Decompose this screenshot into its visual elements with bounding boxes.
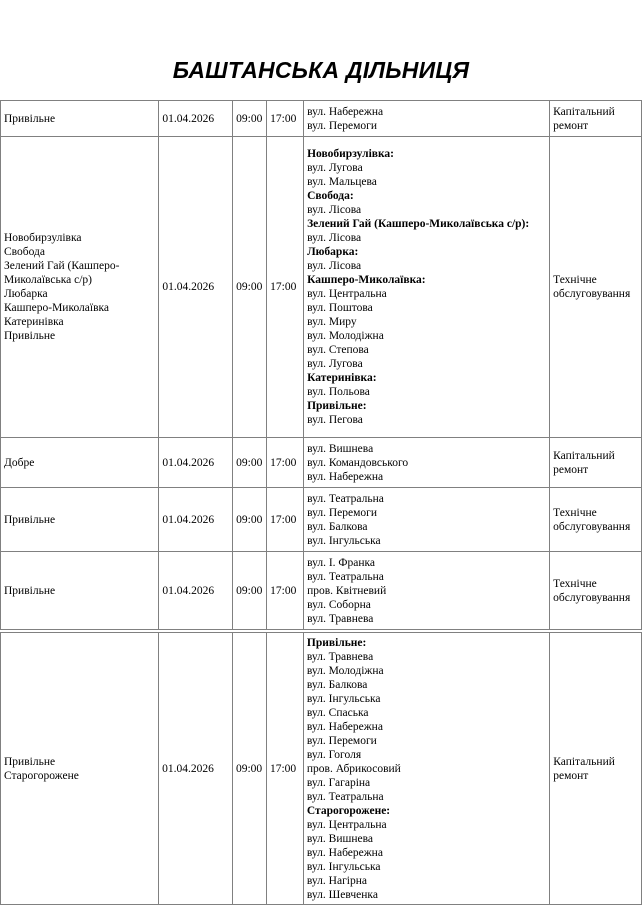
street-item: вул. Соборна — [307, 598, 371, 611]
street-item: вул. Молодіжна — [307, 330, 384, 342]
work-type-cell — [550, 137, 642, 438]
street-item: вул. Миру — [307, 316, 357, 328]
street-item: вул. Травнева — [307, 612, 374, 625]
date-cell: 01.04.2026 — [159, 633, 233, 905]
locality-name: Привільне — [4, 513, 56, 526]
streets-cell — [304, 137, 550, 438]
table-body-top — [1, 101, 642, 630]
street-item: вул. Польова — [307, 386, 370, 398]
work-type-line: обслуговування — [553, 520, 631, 533]
date-cell: 01.04.2026 — [159, 101, 233, 137]
start-time-cell: 09:00 — [232, 633, 266, 905]
work-type-line: обслуговування — [553, 288, 631, 300]
end-time-cell: 17:00 — [267, 552, 304, 630]
date-cell: 01.04.2026 — [159, 552, 233, 630]
street-item: вул. Молодіжна — [306, 664, 384, 677]
street-item: вул. Вишнева — [306, 832, 373, 845]
street-item: вул. Поштова — [307, 302, 373, 314]
street-item: вул. Перемоги — [306, 734, 377, 747]
street-item: вул. Лугова — [307, 358, 363, 370]
locality-cell — [1, 633, 159, 905]
street-item: вул. Театральна — [306, 790, 384, 803]
street-item: вул. Степова — [307, 344, 369, 356]
street-item: вул. І. Франка — [307, 556, 376, 569]
locality-name: Добре — [4, 456, 35, 469]
streets-cell — [304, 438, 550, 488]
work-type-line: Технічне — [553, 274, 597, 286]
locality-name: Катеринівка — [4, 316, 64, 328]
street-item: вул. Шевченка — [306, 888, 378, 901]
end-time-cell: 17:00 — [267, 137, 304, 438]
street-item: вул. Перемоги — [307, 119, 378, 132]
street-item: вул. Центральна — [307, 288, 387, 300]
street-group-heading: Новобирзулівка: — [307, 148, 395, 160]
table-body-bottom — [1, 633, 642, 905]
street-item: пров. Квітневий — [307, 584, 387, 597]
streets-cell — [304, 552, 550, 630]
street-item: вул. Набережна — [307, 470, 384, 483]
street-item: вул. Вишнева — [307, 442, 374, 455]
table-row — [1, 137, 642, 438]
locality-name: Новобирзулівка — [4, 232, 82, 244]
start-time-cell: 09:00 — [233, 137, 267, 438]
street-item: вул. Командовського — [307, 456, 409, 469]
street-item: вул. Лісова — [307, 204, 362, 216]
streets-cell — [303, 633, 549, 905]
locality-cell — [1, 488, 159, 552]
street-group-heading: Старогорожене: — [306, 804, 391, 817]
locality-name: Свобода — [4, 246, 45, 258]
work-type-cell — [550, 438, 642, 488]
locality-name: Привільне — [4, 112, 56, 125]
street-item: вул. Театральна — [307, 570, 384, 583]
streets-cell — [304, 488, 550, 552]
work-type-line: ремонт — [553, 119, 589, 132]
street-item: вул. Травнева — [306, 650, 374, 663]
street-group-heading: Зелений Гай (Кашперо-Миколаївська с/р): — [307, 218, 530, 230]
locality-name: Любарка — [4, 288, 48, 300]
street-group-heading: Кашперо-Миколаївка: — [307, 274, 426, 286]
start-time-cell: 09:00 — [233, 101, 267, 137]
street-item: вул. Набережна — [307, 105, 384, 118]
locality-name: Миколаївська с/р) — [4, 274, 93, 286]
street-group-heading: Привільне: — [307, 400, 367, 412]
work-type-line: Технічне — [553, 577, 597, 590]
end-time-cell: 17:00 — [267, 438, 304, 488]
schedule-table-top — [0, 100, 642, 630]
date-cell: 01.04.2026 — [159, 137, 233, 438]
street-item: вул. Лугова — [307, 162, 363, 174]
locality-cell — [1, 438, 159, 488]
end-time-cell: 17:00 — [267, 488, 304, 552]
schedule-table-bottom — [0, 632, 642, 905]
table-row — [1, 552, 642, 630]
work-type-line: ремонт — [553, 769, 589, 782]
street-item: вул. Пегова — [307, 414, 363, 426]
street-item: вул. Перемоги — [307, 506, 378, 519]
streets-cell — [304, 101, 550, 137]
date-cell: 01.04.2026 — [159, 488, 233, 552]
work-type-line: обслуговування — [553, 591, 631, 604]
street-item: вул. Гоголя — [306, 748, 362, 761]
locality-name: Привільне — [4, 755, 56, 768]
locality-name: Привільне — [4, 584, 56, 597]
work-type-cell — [550, 101, 642, 137]
street-item: вул. Набережна — [306, 846, 383, 859]
end-time-cell: 17:00 — [266, 633, 303, 905]
locality-name: Зелений Гай (Кашперо- — [4, 260, 120, 272]
street-item: вул. Інгульська — [306, 860, 381, 873]
street-item: вул. Нагірна — [306, 874, 367, 887]
street-item: вул. Балкова — [307, 520, 368, 533]
street-group-heading: Свобода: — [307, 190, 354, 202]
work-type-cell — [550, 488, 642, 552]
locality-cell — [1, 137, 159, 438]
date-cell: 01.04.2026 — [159, 438, 233, 488]
locality-name: Кашперо-Миколаївка — [4, 302, 110, 314]
locality-name: Старогорожене — [4, 769, 79, 782]
street-group-heading: Привільне: — [306, 636, 367, 649]
street-item: вул. Мальцева — [307, 176, 377, 188]
work-type-cell — [550, 552, 642, 630]
start-time-cell: 09:00 — [233, 438, 267, 488]
street-item: вул. Набережна — [306, 720, 383, 733]
work-type-line: Капітальний — [553, 105, 615, 118]
street-item: вул. Лісова — [307, 232, 362, 244]
table-row — [1, 438, 642, 488]
street-item: вул. Гагаріна — [306, 776, 371, 789]
street-item: вул. Інгульська — [307, 534, 381, 547]
street-item: вул. Лісова — [307, 260, 362, 272]
street-group-heading: Любарка: — [307, 246, 359, 258]
street-item: вул. Театральна — [307, 492, 384, 505]
locality-name: Привільне — [4, 330, 56, 342]
table-row — [1, 633, 642, 905]
table-row — [1, 488, 642, 552]
street-item: вул. Інгульська — [306, 692, 381, 705]
street-item: вул. Балкова — [306, 678, 368, 691]
work-type-cell — [550, 633, 642, 905]
street-group-heading: Катеринівка: — [307, 372, 377, 384]
locality-cell — [1, 101, 159, 137]
start-time-cell: 09:00 — [233, 552, 267, 630]
end-time-cell: 17:00 — [267, 101, 304, 137]
work-type-line: Технічне — [553, 506, 597, 519]
work-type-line: Капітальний — [553, 449, 615, 462]
street-item: вул. Центральна — [306, 818, 387, 831]
street-item: пров. Абрикосовий — [306, 762, 401, 775]
page-title: БАШТАНСЬКА ДІЛЬНИЦЯ — [172, 57, 470, 83]
start-time-cell: 09:00 — [233, 488, 267, 552]
work-type-line: ремонт — [553, 463, 589, 476]
locality-cell — [1, 552, 159, 630]
table-row — [1, 101, 642, 137]
work-type-line: Капітальний — [553, 755, 615, 768]
street-item: вул. Спаська — [306, 706, 369, 719]
